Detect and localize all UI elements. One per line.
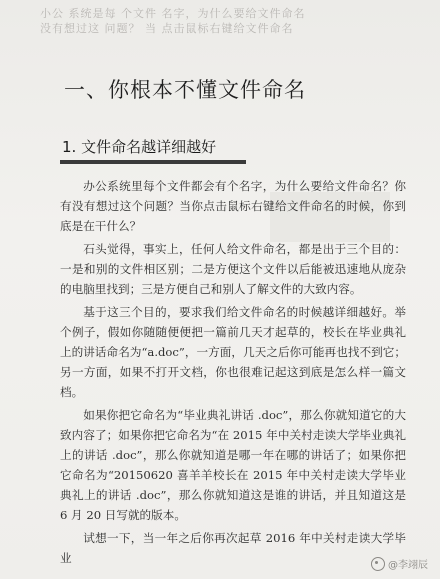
- section-underline: [60, 160, 246, 164]
- bleed-through-text: [40, 6, 400, 36]
- bleed-line: 小公 系统是每 个文件 名字，为什么要给文件命名: [40, 7, 306, 20]
- watermark: [371, 556, 428, 571]
- chapter-title: 一、你根本不懂文件命名: [64, 78, 306, 102]
- paragraph: 石头觉得，事实上，任何人给文件命名，都是出于三个目的：一是和别的文件相区别；二是方便这个文件以后能被迅速地从庞杂的电脑里找到；三是方便自己和别人了解文件的大致内容。: [60, 242, 406, 296]
- body-text: [60, 176, 406, 571]
- section-title: 1. 文件命名越详细越好: [62, 138, 217, 156]
- paragraph: 试想一下，当一年之后你再次起草 2016 年中关村走读大学毕业: [60, 531, 406, 565]
- paragraph: 基于这三个目的，要求我们给文件命名的时候越详细越好。举个例子，假如你随随便便把一篇前几天才起草的，校长在毕业典礼上的讲话命名为“a.doc”，一方面，几天之后你可能再也找不到它；另一方面，如果不打开文档，你也很难记起这到底是怎么样一篇文档。: [60, 305, 406, 399]
- bleed-line: 没有想过这 问题？ 当 点击鼠标右键给文件命名: [40, 22, 294, 35]
- watermark-text: @李翊辰: [388, 560, 428, 571]
- weibo-icon: [371, 557, 385, 571]
- paragraph: 如果你把它命名为“毕业典礼讲话 .doc”，那么你就知道它的大致内容了；如果你把它命名为“在 2015 年中关村走读大学毕业典礼上的讲话 .doc”，那么你就知道是哪一年在哪的讲话了；如果你把它命名为“20150620 喜羊羊校长在 2015 年中关村走读大学毕业典礼上的讲话 .doc”，那么你就知道这是谁的讲话，并且知道这是 6 月 20 日写就的版本。: [60, 408, 406, 522]
- paragraph: 办公系统里每个文件都会有个名字，为什么要给文件命名？你有没有想过这个问题？当你点击鼠标右键给文件命名的时候，你到底是在干什么？: [60, 179, 406, 233]
